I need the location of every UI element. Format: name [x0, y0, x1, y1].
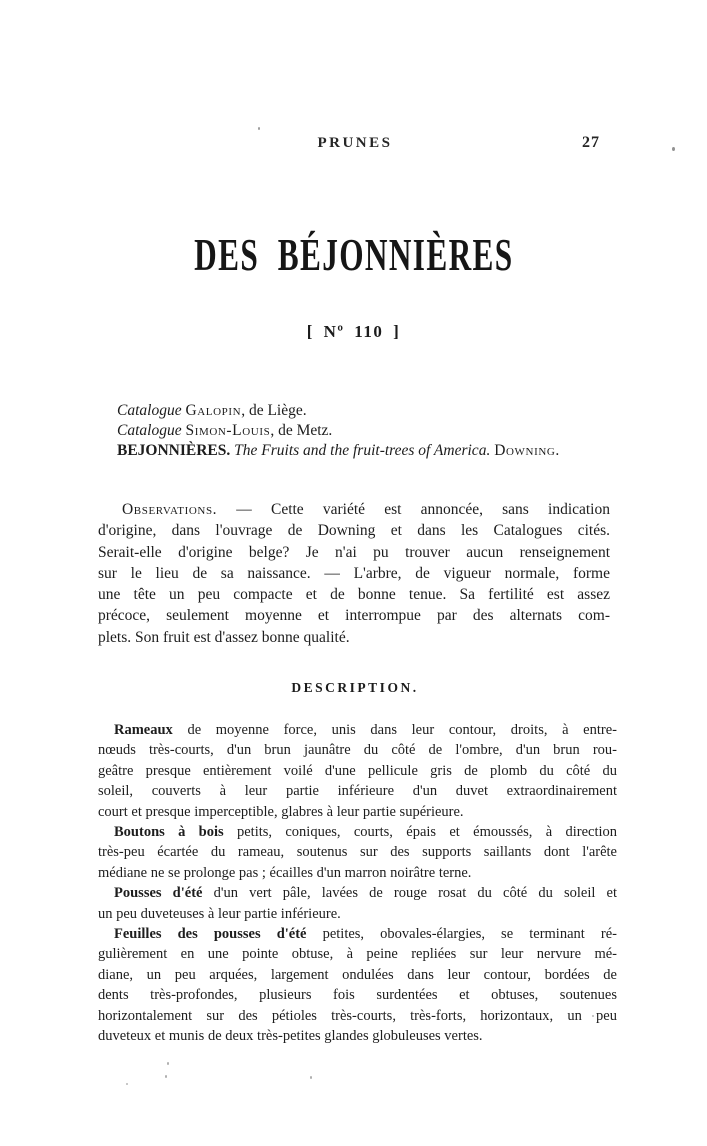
- paragraph: [117, 401, 617, 461]
- scan-speck: [258, 127, 260, 130]
- text-line: horizontalement sur des pétioles très-courts, très-forts, horizontaux, un peu: [98, 1007, 617, 1024]
- scan-speck: [126, 1083, 128, 1085]
- text-line: soleil, couverts à leur partie inférieure d'un duvet extraordinairement: [98, 783, 617, 800]
- text-line: nœuds très-courts, d'un brun jaunâtre du côté de l'ombre, d'un brun rou-: [98, 742, 617, 759]
- text-line: Serait-elle d'origine belge? Je n'ai pu trouver aucun renseignement: [98, 543, 610, 561]
- text-line: dents très-profondes, plusieurs fois surdentées et obtuses, soutenues: [98, 987, 617, 1004]
- paragraph: [98, 499, 610, 648]
- observations-paragraph: [98, 499, 610, 648]
- text-line: Pousses d'été d'un vert pâle, lavées de rouge rosat du côté du soleil et: [114, 885, 617, 902]
- text-line: d'origine, dans l'ouvrage de Downing et dans les Catalogues cités.: [98, 522, 610, 540]
- text-line: Catalogue Galopin, de Liège.: [117, 402, 307, 419]
- text-line: geâtre presque entièrement voilé d'une pellicule gris de plomb du côté du: [98, 762, 617, 779]
- description-paragraphs: [98, 720, 617, 1047]
- page-number: 27: [582, 134, 600, 151]
- paragraph: [98, 883, 617, 924]
- running-title: PRUNES: [317, 135, 393, 151]
- scan-speck: [672, 147, 675, 151]
- text-line: Rameaux de moyenne force, unis dans leur contour, droits, à entre-: [114, 722, 617, 738]
- text-line: Observations. — Cette variété est annoncée, sans indication: [122, 501, 610, 518]
- scan-speck: [310, 1076, 312, 1079]
- paragraph: [98, 720, 617, 822]
- description-heading: DESCRIPTION.: [291, 680, 419, 695]
- text-line: court et presque imperceptible, glabres à leur partie supérieure.: [98, 803, 464, 820]
- text-line: BEJONNIÈRES. The Fruits and the fruit-trees of America. Downing.: [117, 442, 560, 459]
- page-header: [98, 134, 612, 152]
- text-line: Boutons à bois petits, coniques, courts, épais et émoussés, à direction: [114, 824, 617, 841]
- text-line: Catalogue Simon-Louis, de Metz.: [117, 422, 333, 439]
- scan-speck: [592, 1015, 594, 1017]
- scan-speck: [165, 1075, 167, 1078]
- text-line: duveteux et munis de deux très-petites glandes globuleuses vertes.: [98, 1028, 483, 1045]
- paragraph: [98, 822, 617, 883]
- text-line: médiane ne se prolonge pas ; écailles d'un marron noirâtre terne.: [98, 864, 472, 881]
- scan-speck: [167, 1062, 169, 1065]
- variety-number: [ Nº 110 ]: [306, 322, 401, 341]
- text-line: très-peu écartée du rameau, soutenus sur des supports saillants dont l'arête: [98, 844, 617, 861]
- text-line: sur le lieu de sa naissance. — L'arbre, de vigueur normale, forme: [98, 564, 610, 582]
- title-block: [0, 228, 707, 281]
- text-line: Feuilles des pousses d'été petites, obovales-élargies, se terminant ré-: [114, 926, 617, 943]
- text-line: précoce, seulement moyenne et interrompue par des alternats com-: [98, 607, 610, 625]
- text-line: une tête un peu compacte et de bonne tenue. Sa fertilité est assez: [98, 586, 610, 604]
- paragraph: [98, 924, 617, 1046]
- text-line: gulièrement en une pointe obtuse, à peine repliées sur leur nervure mé-: [98, 946, 617, 963]
- text-line: diane, un peu arquées, largement ondulées dans leur contour, bordées de: [98, 966, 617, 983]
- text-line: plets. Son fruit est d'assez bonne qualité.: [98, 628, 350, 646]
- text-line: un peu duveteuses à leur partie inférieure.: [98, 905, 341, 922]
- variety-title: DES BÉJONNIÈRES: [193, 229, 514, 280]
- catalogue-references: [117, 401, 617, 461]
